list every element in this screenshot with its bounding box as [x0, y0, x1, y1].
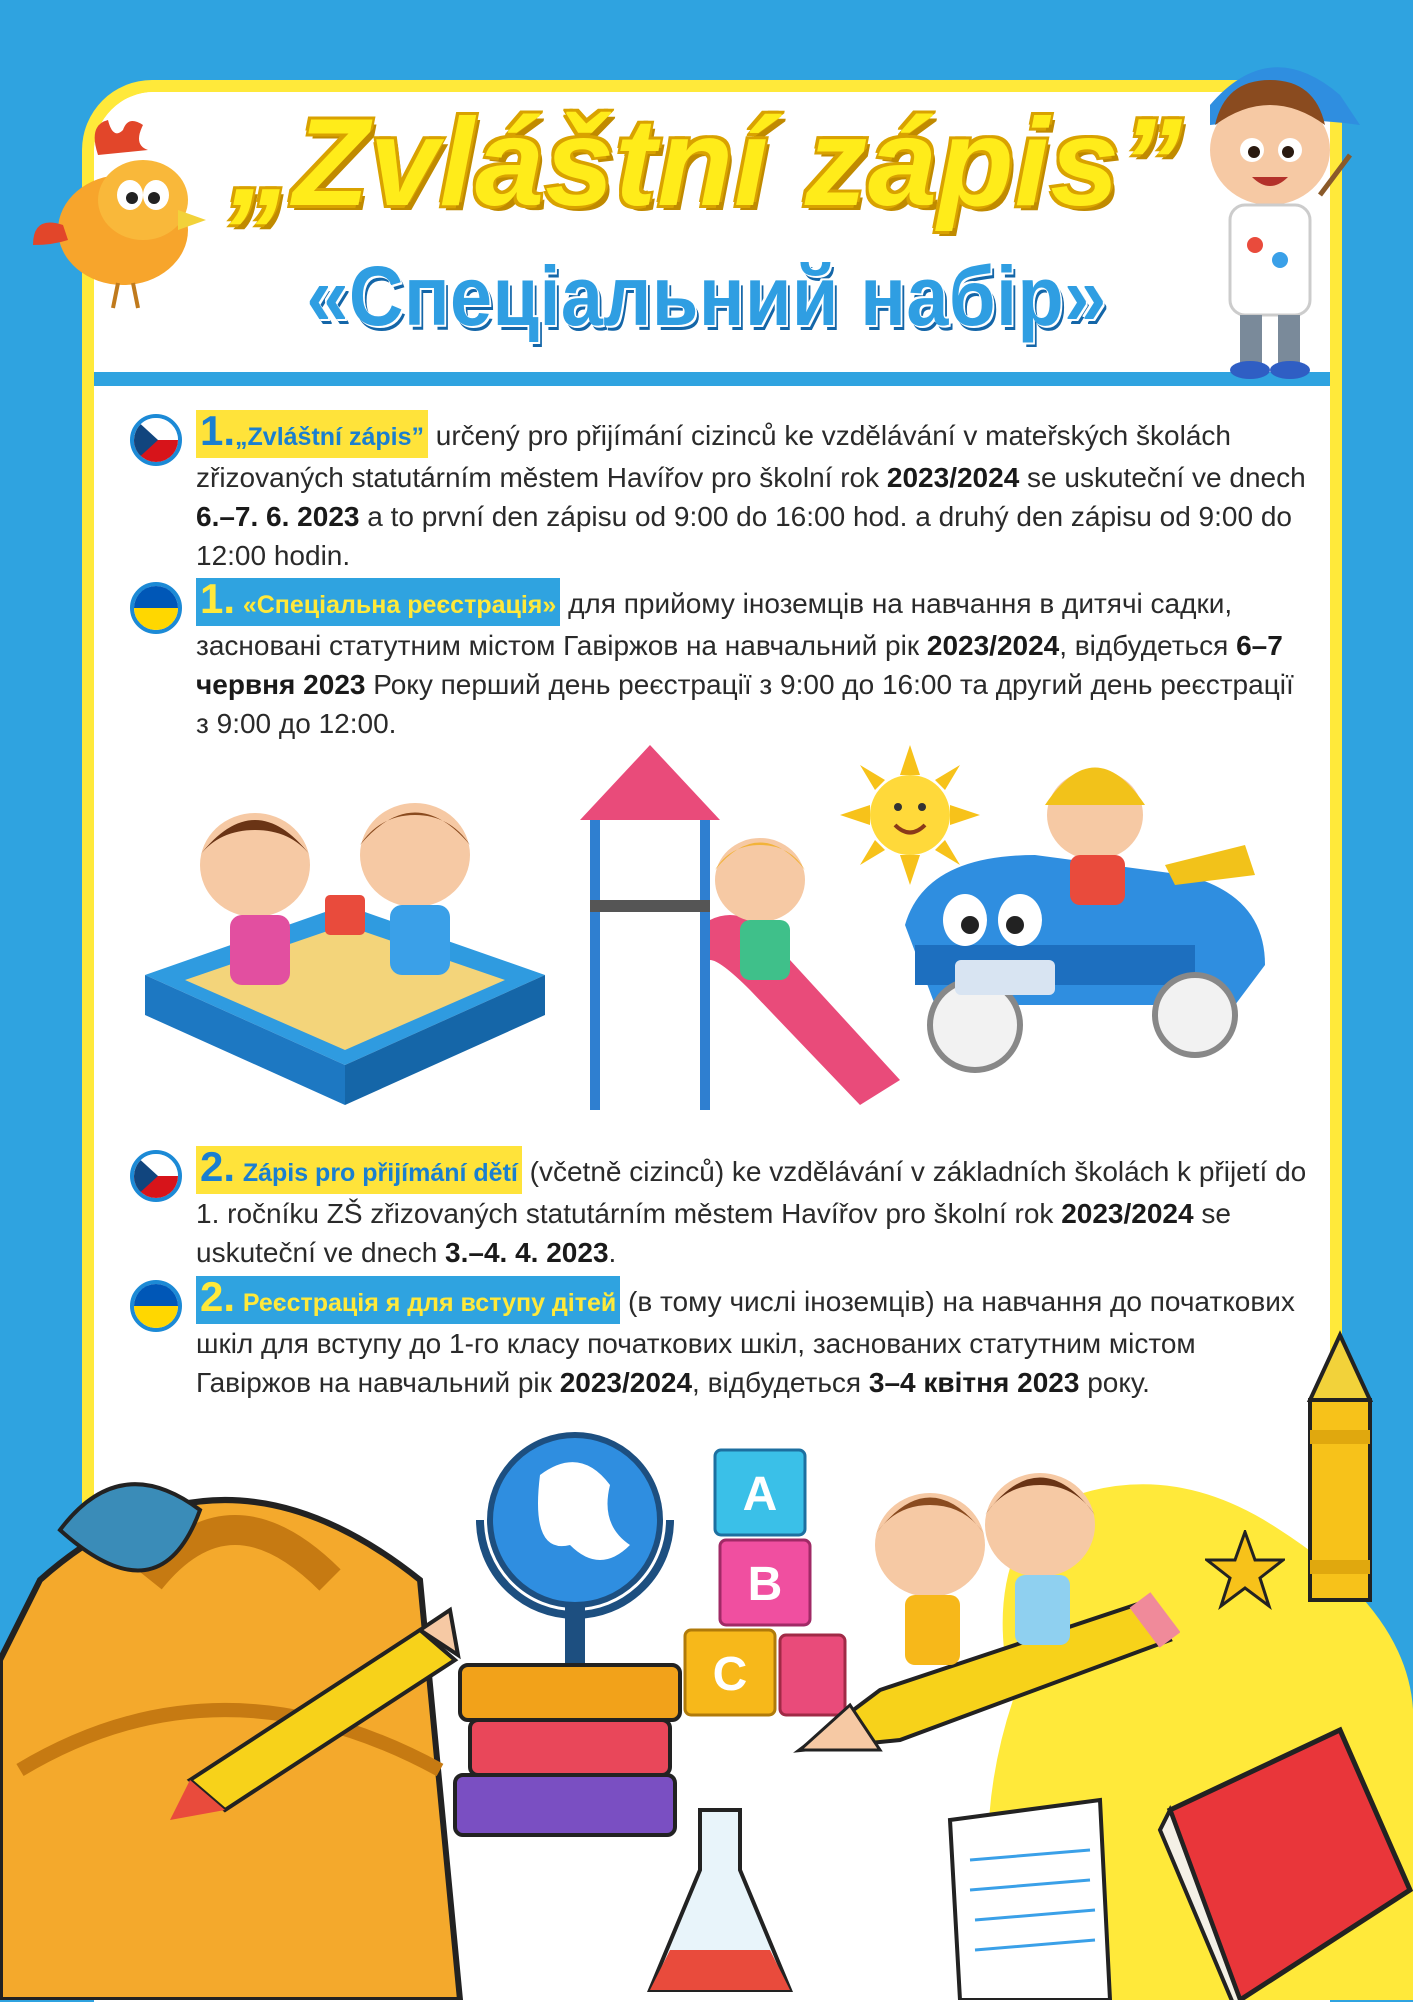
section-text: určený pro přijímání cizinců ke vzdělávání v mateřských školách zřizovaných statutárním městem Havířov pro školní rok — [196, 420, 1231, 493]
date: 6–7 червня 2023 — [196, 630, 1283, 700]
flask-illustration — [640, 1800, 800, 2000]
bird-illustration — [28, 115, 218, 315]
block-letter-a: A — [742, 1468, 778, 1521]
section-heading: 2. Zápis pro přijímání dětí — [196, 1146, 522, 1194]
section-heading: 1.„Zvláštní zápis” — [196, 410, 428, 458]
section-heading: 2. Реєстрація я для вступу дітей — [196, 1276, 620, 1324]
section-text: року. — [1079, 1367, 1150, 1398]
notebook-paper-illustration — [930, 1790, 1120, 2000]
kids-on-pencil-illustration — [780, 1450, 1180, 1780]
section-2-czech — [130, 1143, 1310, 1272]
crayon-icon — [1295, 1330, 1385, 1610]
section-text: . — [608, 1237, 617, 1268]
czech-flag-icon — [130, 1150, 182, 1202]
section-text: для прийому іноземців на навчання в дитячі садки, засновані статутним містом Гавіржов на навчальний рік — [196, 588, 1233, 661]
title-divider — [94, 372, 1330, 386]
date: 3–4 квітня 2023 — [868, 1367, 1080, 1398]
school-year: 2023/2024 — [1061, 1198, 1194, 1229]
section-text: Року перший день реєстрації з 9:00 до 16:00 та другий день реєстрації з 9:00 до 12:00. — [196, 669, 1294, 739]
section-text: (в тому числі іноземців) на навчання до початкових шкіл для вступу до 1-го класу початкових шкіл, заснованих статутним містом Гавіржов на навчальний рік — [196, 1286, 1295, 1398]
czech-flag-icon — [130, 414, 182, 466]
section-text: (včetně cizinců) ke vzdělávání v základních školách k přijetí do 1. ročníku ZŠ zřizovaných statutárním městem Havířov pro školní rok — [196, 1156, 1307, 1229]
page-title-czech: „Zvláštní zápis” — [229, 94, 1184, 232]
star-icon — [1205, 1530, 1285, 1610]
section-heading: 1. «Спеціальна реєстрація» — [196, 578, 560, 626]
backpack-illustration — [0, 1440, 470, 2000]
school-year: 2023/2024 — [926, 630, 1060, 661]
section-text: se uskuteční ve dnech — [1019, 462, 1306, 493]
ukrainian-flag-icon — [130, 1280, 182, 1332]
sandbox-kids-illustration — [135, 775, 555, 1105]
globe-books-illustration — [440, 1415, 700, 1865]
school-year: 2023/2024 — [559, 1367, 693, 1398]
block-letter-b: B — [747, 1558, 783, 1611]
section-text: , відбудеться — [692, 1367, 869, 1398]
school-year: 2023/2024 — [886, 462, 1020, 493]
section-text: , відбудеться — [1059, 630, 1237, 661]
painter-boy-illustration — [1170, 45, 1370, 385]
section-text: se uskuteční ve dnech — [196, 1198, 1231, 1268]
section-2-ukrainian — [130, 1273, 1310, 1402]
page-title-ukrainian: «Спеціальний набір» — [306, 249, 1107, 343]
date: 6.–7. 6. 2023 — [196, 501, 360, 532]
red-book-illustration — [1140, 1700, 1413, 2000]
block-letter-c: C — [712, 1648, 748, 1701]
date: 3.–4. 4. 2023 — [445, 1237, 609, 1268]
section-1-ukrainian — [130, 575, 1310, 743]
ukrainian-flag-icon — [130, 582, 182, 634]
car-boy-illustration — [895, 745, 1285, 1085]
section-text: a to první den zápisu od 9:00 do 16:00 hod. a druhý den zápisu od 9:00 do 12:00 hodin. — [196, 501, 1292, 571]
section-1-czech — [130, 407, 1310, 575]
